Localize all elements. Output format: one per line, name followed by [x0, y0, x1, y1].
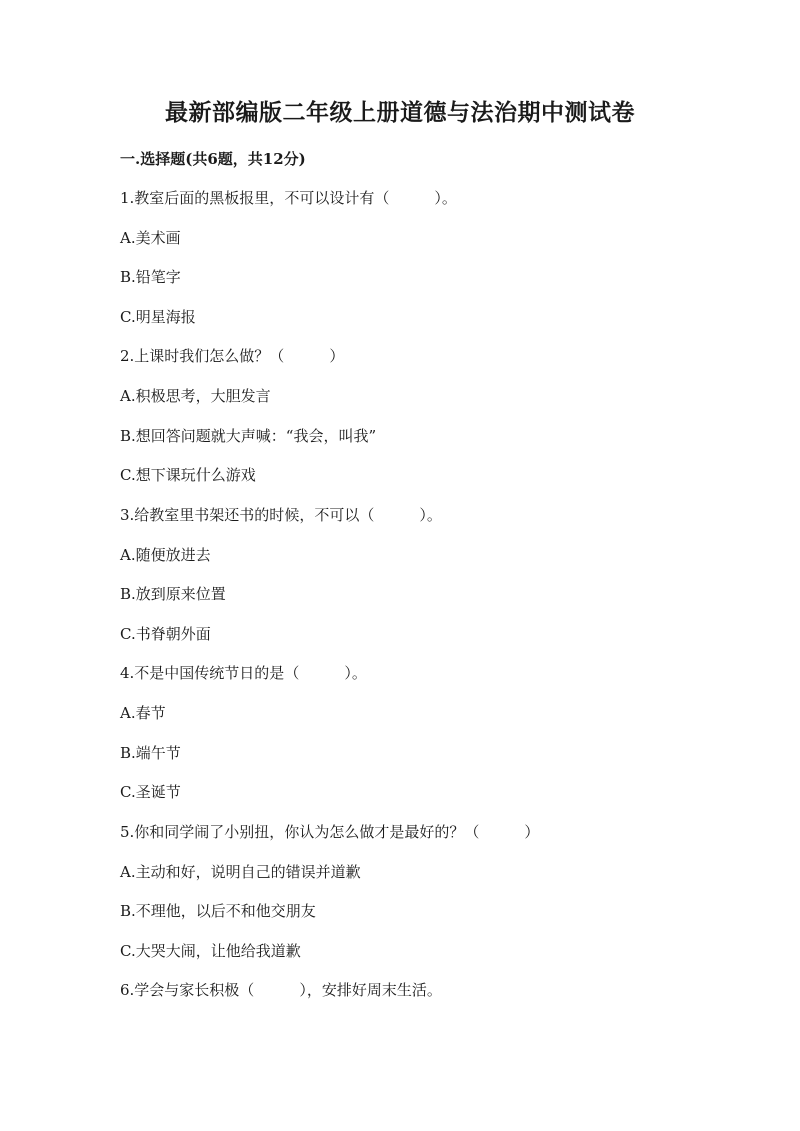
question-5-option-a: A.主动和好，说明自己的错误并道歉: [120, 863, 361, 881]
question-3-stem: 3.给教室里书架还书的时候，不可以（ ）。: [120, 506, 442, 524]
question-1-option-c: C.明星海报: [120, 308, 196, 326]
question-4-option-b: B.端午节: [120, 744, 181, 762]
question-4-stem: 4.不是中国传统节日的是（ ）。: [120, 664, 367, 682]
question-2-option-b: B.想回答问题就大声喊：“我会，叫我”: [120, 427, 377, 445]
section-heading: 一.选择题(共6题，共12分): [120, 150, 306, 168]
page-title: 最新部编版二年级上册道德与法治期中测试卷: [165, 99, 635, 126]
question-2-option-a: A.积极思考，大胆发言: [120, 387, 271, 405]
question-4-option-c: C.圣诞节: [120, 783, 181, 801]
question-2-stem: 2.上课时我们怎么做？（ ）: [120, 347, 345, 365]
question-6-stem: 6.学会与家长积极（ ），安排好周末生活。: [120, 981, 442, 999]
question-3-option-a: A.随便放进去: [120, 546, 211, 564]
question-1-option-b: B.铅笔字: [120, 268, 181, 286]
question-3-option-b: B.放到原来位置: [120, 585, 226, 603]
question-3-option-c: C.书脊朝外面: [120, 625, 211, 643]
question-1-stem: 1.教室后面的黑板报里，不可以设计有（ ）。: [120, 189, 457, 207]
question-5-option-c: C.大哭大闹，让他给我道歉: [120, 942, 301, 960]
question-2-option-c: C.想下课玩什么游戏: [120, 466, 256, 484]
question-5-option-b: B.不理他，以后不和他交朋友: [120, 902, 316, 920]
question-5-stem: 5.你和同学闹了小别扭，你认为怎么做才是最好的？（ ）: [120, 823, 540, 841]
question-1-option-a: A.美术画: [120, 229, 181, 247]
question-4-option-a: A.春节: [120, 704, 166, 722]
